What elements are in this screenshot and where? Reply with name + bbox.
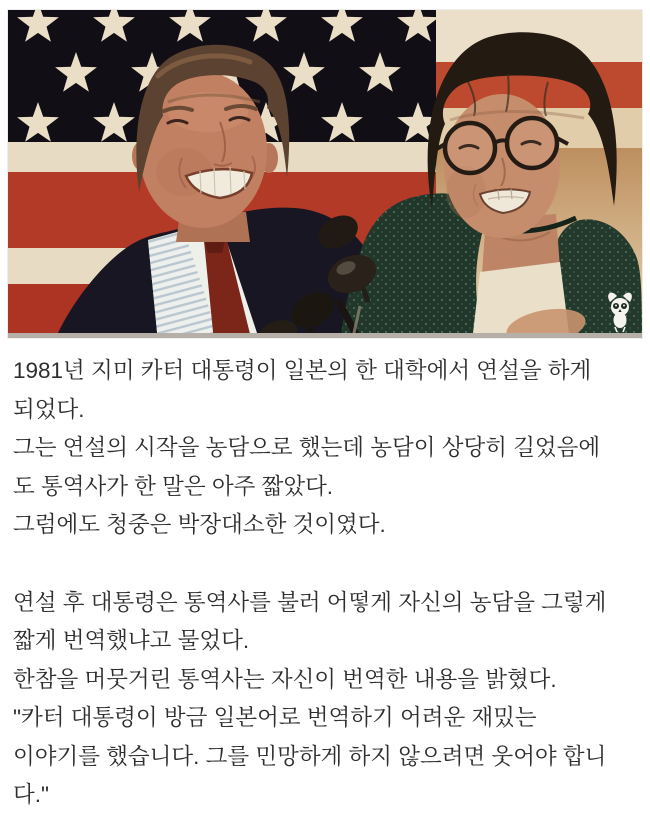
story-line-9: "카터 대통령이 방금 일본어로 번역하기 어려운 재밌는 bbox=[13, 705, 537, 730]
photo-illustration bbox=[8, 10, 642, 338]
story-line-4: 도 통역사가 한 말은 아주 짧았다. bbox=[13, 473, 334, 499]
story-line-5: 그럼에도 청중은 박장대소한 것이였다. bbox=[13, 512, 386, 537]
story-line-7: 짧게 번역했냐고 물었다. bbox=[13, 628, 250, 653]
photo-bottom-edge bbox=[8, 333, 642, 338]
story-line-10: 이야기를 했습니다. 그를 민망하게 하지 않으려면 웃어야 합니 bbox=[13, 743, 607, 769]
story-line-6: 연설 후 대통령은 통역사를 불러 어떻게 자신의 농담을 그렇게 bbox=[13, 589, 607, 615]
story-text bbox=[0, 338, 650, 815]
story-line-11: 다." bbox=[13, 782, 49, 807]
story-line-1: 1981년 지미 카터 대통령이 일본의 한 대학에서 연설을 하게 bbox=[13, 358, 592, 383]
story-line-8: 한참을 머뭇거린 통역사는 자신이 번역한 내용을 밝혔다. bbox=[13, 666, 557, 692]
story-line-3: 그는 연설의 시작을 농담으로 했는데 농담이 상당히 길었음에 bbox=[13, 435, 601, 460]
story-line-2: 되었다. bbox=[13, 396, 85, 422]
paragraph-gap bbox=[13, 545, 642, 584]
photo-carter-interpreter bbox=[8, 10, 642, 338]
